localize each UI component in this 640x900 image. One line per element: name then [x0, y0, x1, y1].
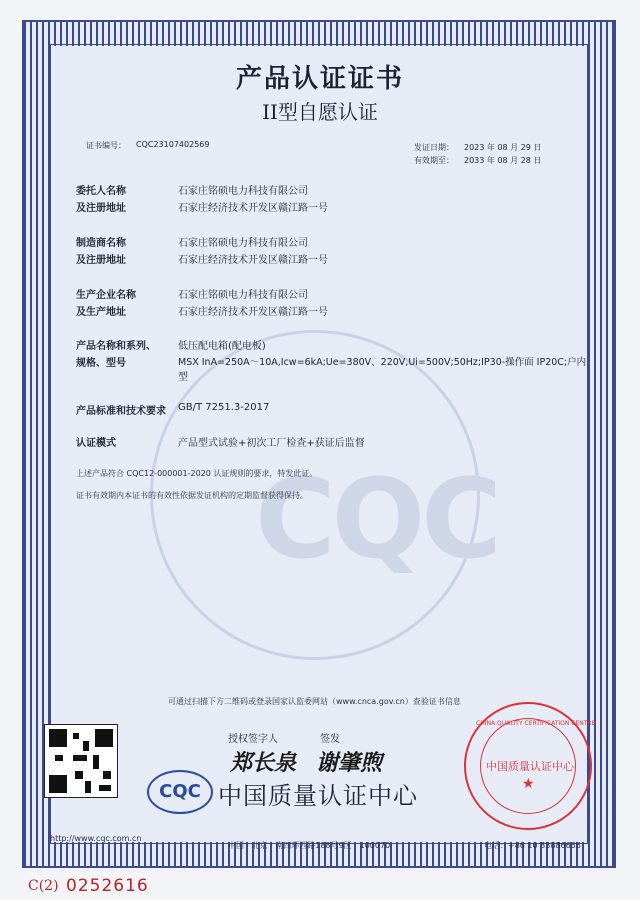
cert-no-label: 证书编号：	[86, 141, 126, 150]
maker-name: 石家庄铭硕电力科技有限公司	[178, 238, 308, 249]
serial-number: 0252616	[66, 876, 149, 896]
producer-address: 石家庄经济技术开发区赣江路一号	[178, 307, 328, 318]
center-address: 中国 · 北京 · 南四环西路188号9区 100070	[228, 841, 391, 850]
cert-no: CQC23107402569	[136, 140, 210, 149]
website: http://www.cqc.com.cn	[50, 834, 142, 843]
serial-prefix: C(2)	[28, 878, 59, 894]
client-address: 石家庄经济技术开发区赣江路一号	[178, 203, 328, 214]
product-name: 低压配电箱(配电板)	[178, 341, 266, 352]
watermark-text: CQC	[255, 455, 498, 583]
issuer-signature: 谢肇煦	[316, 750, 383, 776]
issuing-center-name: 中国质量认证中心	[218, 782, 418, 810]
seal-english-text: CHINA QUALITY CERTIFICATION CENTRE	[476, 720, 596, 727]
certificate-subtitle: II型自愿认证	[262, 100, 378, 124]
producer-label-1: 生产企业名称	[76, 290, 136, 301]
verify-text: 可通过扫描下方二维码或登录国家认监委网站（www.cnca.gov.cn）查验证书信息	[168, 697, 461, 706]
center-phone: 电话：+86 10 83886666	[484, 841, 581, 850]
producer-name: 石家庄铭硕电力科技有限公司	[178, 290, 308, 301]
client-label-1: 委托人名称	[76, 186, 126, 197]
standard-value: GB/T 7251.3-2017	[178, 402, 270, 413]
expiry-date-label: 有效期至：	[414, 156, 454, 165]
expiry-date: 2033 年 08 月 28 日	[464, 156, 542, 165]
producer-label-2: 及生产地址	[76, 307, 126, 318]
signer-signature: 郑长泉	[230, 750, 297, 776]
issue-date: 2023 年 08 月 29 日	[464, 143, 542, 152]
product-spec-line-2: 型	[178, 372, 188, 383]
product-spec-line-1: MSX InA=250A～10A,Icw=6kA;Ue=380V、220V,Ui=500V;50Hz;IP30-操作面 IP20C;户内	[178, 357, 587, 368]
certificate-title: 产品认证证书	[235, 64, 404, 94]
client-label-2: 及注册地址	[76, 203, 126, 214]
issuer-label: 签发	[320, 734, 340, 745]
seal-chinese-text: 中国质量认证中心	[486, 760, 574, 773]
statement-1: 上述产品符合 CQC12-000001-2020 认证规则的要求，特发此证。	[76, 469, 318, 478]
seal-star-icon: ★	[522, 776, 535, 792]
mode-label: 认证模式	[76, 438, 116, 449]
maker-label-1: 制造商名称	[76, 238, 126, 249]
product-label-2: 规格、型号	[76, 358, 126, 369]
qr-code-icon	[44, 724, 118, 798]
client-name: 石家庄铭硕电力科技有限公司	[178, 186, 308, 197]
statement-2: 证书有效期内本证书的有效性依据发证机构的定期监督获得保持。	[76, 491, 308, 500]
maker-address: 石家庄经济技术开发区赣江路一号	[178, 255, 328, 266]
signer-label: 授权签字人	[228, 734, 278, 745]
issue-date-label: 发证日期：	[414, 143, 454, 152]
maker-label-2: 及注册地址	[76, 255, 126, 266]
official-seal-icon	[464, 702, 596, 830]
cqc-logo: CQC	[147, 770, 213, 814]
mode-value: 产品型式试验+初次工厂检查+获证后监督	[178, 438, 365, 449]
standard-label: 产品标准和技术要求	[76, 406, 166, 417]
product-label-1: 产品名称和系列、	[76, 341, 156, 352]
